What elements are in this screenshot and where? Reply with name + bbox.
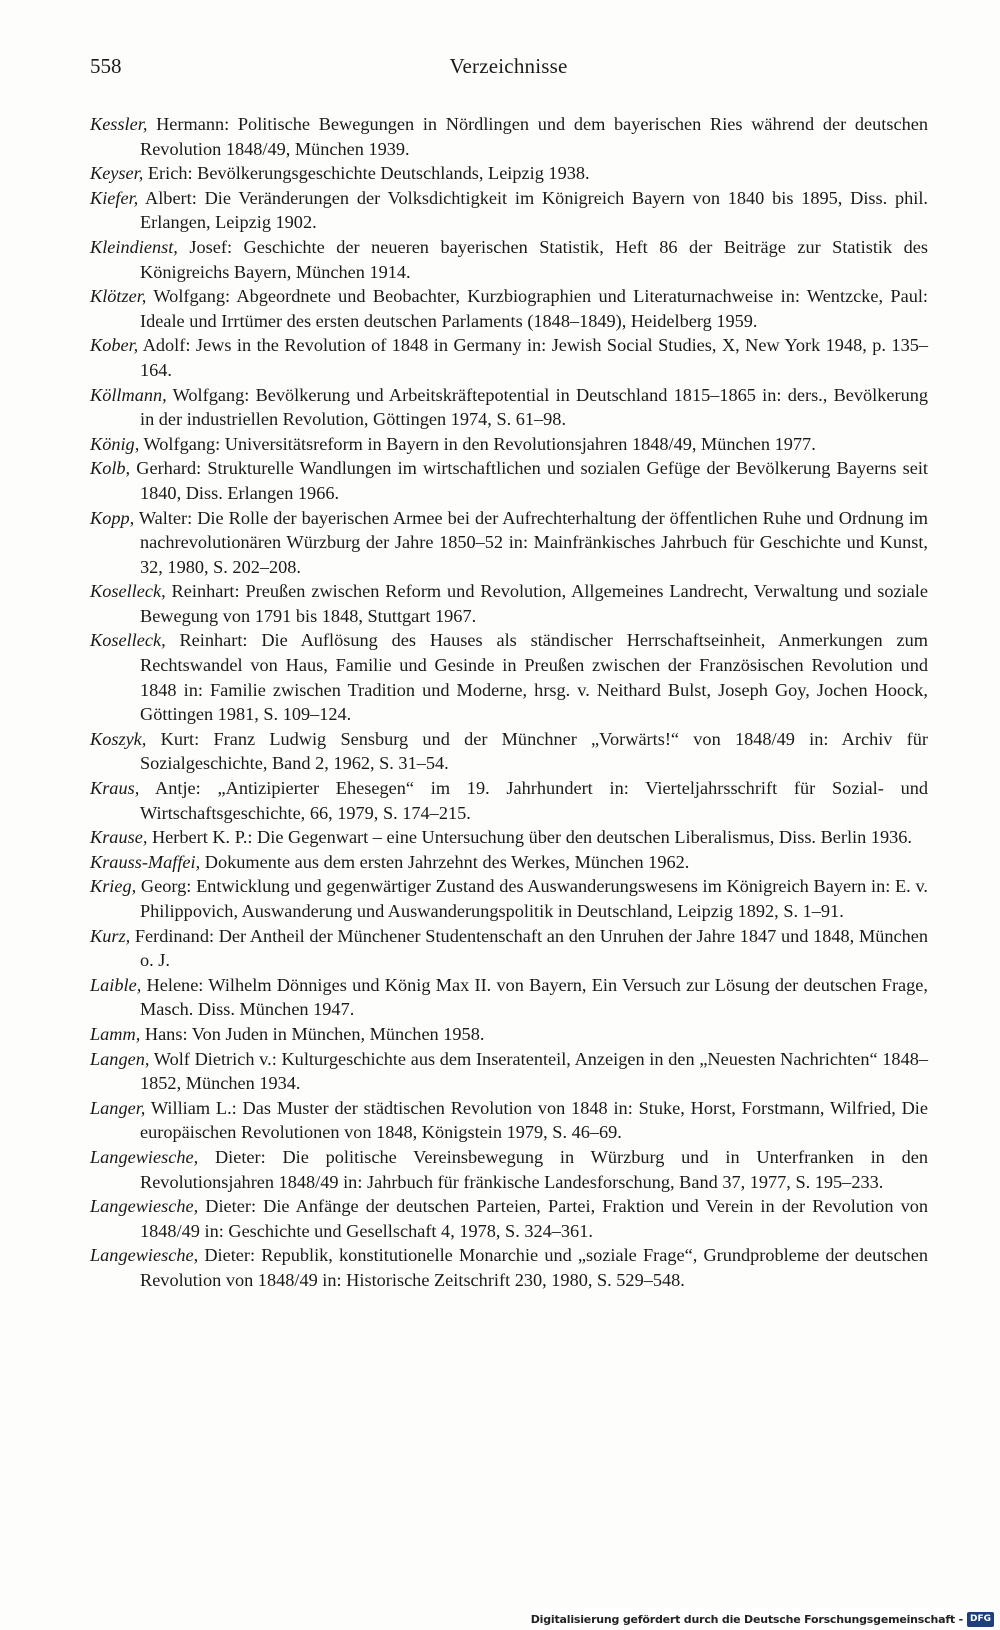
bibliography-entry (90, 850, 928, 875)
bibliography-entry (90, 383, 928, 432)
entry-author: Lamm, (90, 1023, 141, 1044)
entry-text: Adolf: Jews in the Revolution of 1848 in Germany in: Jewish Social Studies, X, New York 1948, p. 135–164. (138, 335, 928, 380)
bibliography-entry (90, 727, 928, 776)
bibliography-entry (90, 628, 928, 726)
entry-text: Josef: Geschichte der neueren bayerischen Statistik, Heft 86 der Beiträge zur Statistik des Königreichs Bayern, München 1914. (140, 236, 928, 282)
entry-author: Kraus, (90, 778, 140, 799)
entry-text: Albert: Die Veränderungen der Volksdichtigkeit im Königreich Bayern von 1840 bis 1895, Diss. phil. Erlangen, Leipzig 1902. (138, 187, 928, 233)
entry-author: Langewiesche, (90, 1146, 199, 1167)
entry-author: Koszyk, (90, 728, 147, 749)
bibliography-entry (90, 1022, 928, 1047)
entry-text: Dieter: Die Anfänge der deutschen Parteien, Partei, Fraktion und Verein in der Revolution von 1848/49 in: Geschichte und Gesellschaft 4, 1978, S. 324–361. (140, 1196, 928, 1241)
entry-author: Kopp, (90, 507, 135, 528)
entry-text: Walter: Die Rolle der bayerischen Armee bei der Aufrechterhaltung der öffentlichen Ruhe und Ordnung im nachrevolutionären Würzburg der Jahre 1850–52 in: Mainfränkisches Jahrbuch für Geschichte und Kunst, 32, 1980, S. 202–208. (134, 507, 928, 577)
entry-author: Keyser, (90, 163, 144, 184)
entry-text: Wolf Dietrich v.: Kulturgeschichte aus dem Inseratenteil, Anzeigen in den „Neuesten Nachrichten“ 1848–1852, München 1934. (140, 1048, 928, 1094)
bibliography-entry (90, 1145, 928, 1194)
entry-text: Dieter: Republik, konstitutionelle Monarchie und „soziale Frage“, Grundprobleme der deutschen Revolution von 1848/49 in: Historische Zeitschrift 230, 1980, S. 529–548. (140, 1245, 928, 1290)
entry-author: Krause, (90, 827, 148, 848)
bibliography-entry (90, 1194, 928, 1243)
entry-text: Dieter: Die politische Vereinsbewegung in Würzburg und in Unterfranken in den Revolutionsjahren 1848/49 in: Jahrbuch für fränkische Landesforschung, Band 37, 1977, S. 195–233. (140, 1146, 928, 1192)
entry-author: Kiefer, (90, 187, 139, 208)
entry-text: Reinhart: Die Auflösung des Hauses als ständischer Herrschaftseinheit, Anmerkungen zum Rechtswandel von Haus, Familie und Gesinde in Preußen zwischen der Französischen Revolution und 1848 in: Familie zwischen Tradition und Moderne, hrsg. v. Neithard Bulst, Joseph Goy, Jochen Hoock, Göttingen 1981, S. 109–124. (140, 630, 928, 725)
bibliography-entry (90, 579, 928, 628)
entry-author: Kolb, (90, 458, 131, 479)
running-head: Verzeichnisse (449, 54, 568, 78)
entry-text: Hans: Von Juden in München, München 1958. (140, 1023, 485, 1044)
entry-text: Ferdinand: Der Antheil der Münchener Studentenschaft an den Unruhen der Jahre 1847 und 1848, München o. J. (130, 925, 928, 971)
entry-text: Wolfgang: Bevölkerung und Arbeitskräftepotential in Deutschland 1815–1865 in: ders., Bevölkerung in der industriellen Revolution, Göttingen 1974, S. 61–98. (140, 384, 928, 430)
entry-author: Köllmann, (90, 384, 167, 405)
bibliography-entry (90, 825, 928, 850)
entry-author: Langer, (90, 1097, 146, 1118)
entry-text: William L.: Das Muster der städtischen Revolution von 1848 in: Stuke, Horst, Forstmann, Wilfried, Die europäischen Revolutionen von 1848, Königstein 1979, S. 46–69. (140, 1097, 928, 1143)
entry-text: Antje: „Antizipierter Ehesegen“ im 19. Jahrhundert in: Vierteljahrsschrift für Sozial- und Wirtschaftsgeschichte, 66, 1979, S. 174–215. (139, 778, 928, 823)
entry-text: Hermann: Politische Bewegungen in Nördlingen und dem bayerischen Ries während der deutschen Revolution 1848/49, München 1939. (140, 114, 928, 159)
bibliography-entry (90, 456, 928, 505)
bibliography-entry (90, 1047, 928, 1096)
bibliography-entry (90, 333, 928, 382)
bibliography-entry (90, 235, 928, 284)
bibliography-entry (90, 776, 928, 825)
bibliography-list (90, 112, 928, 1293)
bibliography-entry (90, 973, 928, 1022)
entry-text: Gerhard: Strukturelle Wandlungen im wirtschaftlichen und sozialen Gefüge der Bevölkerung Bayerns seit 1840, Diss. Erlangen 1966. (130, 458, 928, 503)
page-header (90, 54, 927, 84)
bibliography-entry (90, 186, 928, 235)
entry-author: Kleindienst, (90, 236, 178, 257)
bibliography-entry (90, 112, 928, 161)
entry-author: Langen, (90, 1048, 150, 1069)
bibliography-entry (90, 1096, 928, 1145)
entry-author: Krieg, (90, 876, 137, 897)
entry-text: Erich: Bevölkerungsgeschichte Deutschlands, Leipzig 1938. (143, 163, 590, 184)
page-number: 558 (90, 54, 122, 78)
entry-author: Koselleck, (90, 581, 166, 602)
entry-text: Herbert K. P.: Die Gegenwart – eine Untersuchung über den deutschen Liberalismus, Diss. Berlin 1936. (147, 827, 912, 848)
entry-author: Langewiesche, (90, 1245, 199, 1266)
entry-text: Helene: Wilhelm Dönniges und König Max II. von Bayern, Ein Versuch zur Lösung der deutschen Frage, Masch. Diss. München 1947. (140, 974, 928, 1020)
entry-text: Dokumente aus dem ersten Jahrzehnt des Werkes, München 1962. (200, 851, 690, 872)
entry-text: Kurt: Franz Ludwig Sensburg und der Münchner „Vorwärts!“ von 1848/49 in: Archiv für Sozialgeschichte, Band 2, 1962, S. 31–54. (140, 728, 928, 774)
bibliography-entry (90, 161, 928, 186)
entry-text: Wolfgang: Abgeordnete und Beobachter, Kurzbiographien und Literaturnachweise in: Wentzcke, Paul: Ideale und Irrtümer des ersten deutschen Parlaments (1848–1849), Heidelberg 1959. (140, 286, 928, 331)
entry-author: Krauss-Maffei, (90, 851, 201, 872)
entry-author: Langewiesche, (90, 1196, 199, 1217)
footer-text: Digitalisierung gefördert durch die Deutsche Forschungsgemeinschaft - (530, 1612, 963, 1626)
entry-text: Wolfgang: Universitätsreform in Bayern in den Revolutionsjahren 1848/49, München 1977. (139, 433, 816, 454)
bibliography-entry (90, 432, 928, 457)
bibliography-entry (90, 284, 928, 333)
bibliography-entry (90, 874, 928, 923)
digitization-footer (531, 1608, 994, 1630)
entry-author: Koselleck, (90, 630, 166, 651)
bibliography-entry (90, 506, 928, 580)
entry-author: Klötzer, (90, 286, 147, 307)
entry-author: Kurz, (90, 925, 131, 946)
dfg-logo-icon: DFG (967, 1612, 994, 1627)
entry-text: Georg: Entwicklung und gegenwärtiger Zustand des Auswanderungswesens im Königreich Bayern in: E. v. Philippovich, Auswanderung und Auswanderungspolitik in Deutschland, Leipzig 1892, S. 1–91. (136, 876, 928, 921)
entry-author: König, (90, 433, 140, 454)
entry-text: Reinhart: Preußen zwischen Reform und Revolution, Allgemeines Landrecht, Verwaltung und soziale Bewegung von 1791 bis 1848, Stuttgart 1967. (140, 581, 928, 626)
bibliography-entry (90, 1243, 928, 1292)
entry-author: Kessler, (90, 114, 148, 134)
entry-author: Kober, (90, 335, 139, 356)
bibliography-entry (90, 924, 928, 973)
entry-author: Laible, (90, 974, 142, 995)
